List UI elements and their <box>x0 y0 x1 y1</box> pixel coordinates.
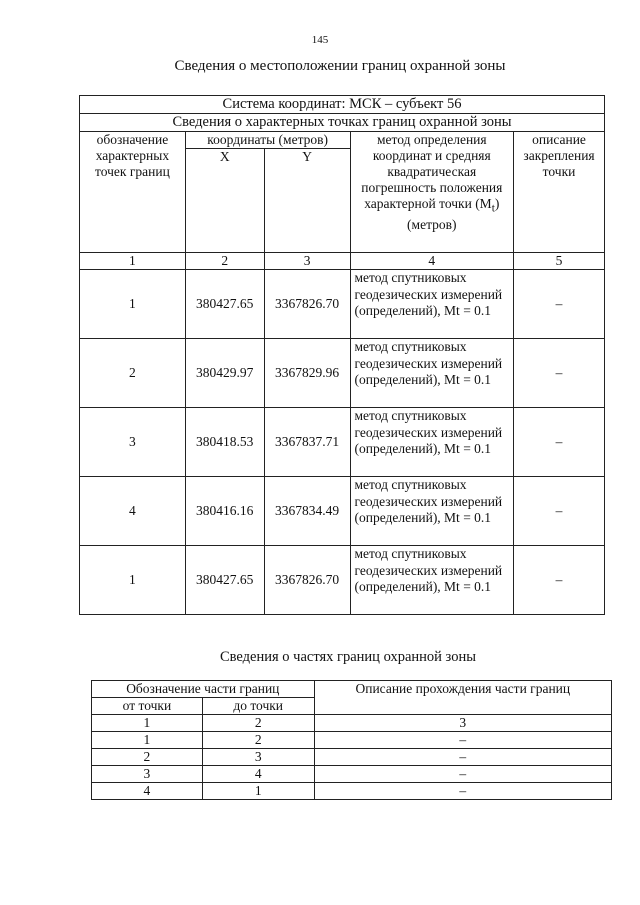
to-point: 2 <box>202 732 314 749</box>
table-row <box>92 732 612 749</box>
table-row <box>80 408 605 477</box>
point-description: – <box>514 408 605 477</box>
col-method-header <box>350 132 514 253</box>
method-header-end: ) (метров) <box>407 196 500 232</box>
coord-x: 380418.53 <box>185 408 264 477</box>
point-description: – <box>514 477 605 546</box>
table-row <box>92 766 612 783</box>
part-desc-header: Описание прохождения части границ <box>314 681 611 715</box>
from-point: 1 <box>92 715 203 732</box>
col-coords-header: координаты (метров) <box>185 132 350 149</box>
table-row <box>92 749 612 766</box>
method: метод спутниковых геодезических измерений (определений), Mt = 0.1 <box>350 546 514 615</box>
col-x-header: X <box>185 149 264 253</box>
coord-y: 3367837.71 <box>264 408 350 477</box>
method: метод спутниковых геодезических измерений (определений), Mt = 0.1 <box>350 270 514 339</box>
point-id: 3 <box>80 408 186 477</box>
point-description: – <box>514 339 605 408</box>
part-description: 3 <box>314 715 611 732</box>
method-header-sub: t <box>491 202 495 215</box>
point-id: 1 <box>80 546 186 615</box>
coord-x: 380427.65 <box>185 546 264 615</box>
from-point: 3 <box>92 766 203 783</box>
table-row <box>92 715 612 732</box>
point-id: 1 <box>80 270 186 339</box>
coord-y: 3367826.70 <box>264 546 350 615</box>
method-header-text: метод определения координат и средняя квадратическая погрешность положения характерной точки (M <box>361 132 503 211</box>
coord-y: 3367826.70 <box>264 270 350 339</box>
point-id: 2 <box>80 339 186 408</box>
boundary-parts-table <box>91 680 612 800</box>
coord-x: 380427.65 <box>185 270 264 339</box>
table-row <box>80 270 605 339</box>
coord-x: 380429.97 <box>185 339 264 408</box>
to-point: 1 <box>202 783 314 800</box>
method: метод спутниковых геодезических измерений (определений), Mt = 0.1 <box>350 339 514 408</box>
section2-title: Сведения о частях границ охранной зоны <box>220 649 476 665</box>
page-number: 145 <box>311 34 329 46</box>
col-y-header: Y <box>264 149 350 253</box>
table-row <box>80 477 605 546</box>
col-desc-header: описание закрепления точки <box>514 132 605 253</box>
from-point: 4 <box>92 783 203 800</box>
col-point-header: обозначение характерных точек границ <box>80 132 186 253</box>
table-row <box>80 339 605 408</box>
point-description: – <box>514 546 605 615</box>
col-number: 1 <box>80 253 186 270</box>
points-section-header: Сведения о характерных точках границ охранной зоны <box>80 114 605 132</box>
document-title: Сведения о местоположении границ охранной зоны <box>174 58 506 74</box>
part-description: – <box>314 749 611 766</box>
to-point: 3 <box>202 749 314 766</box>
point-id: 4 <box>80 477 186 546</box>
part-description: – <box>314 732 611 749</box>
col-number: 2 <box>185 253 264 270</box>
coord-y: 3367829.96 <box>264 339 350 408</box>
col-number: 4 <box>350 253 514 270</box>
table-row <box>80 546 605 615</box>
col-number: 5 <box>514 253 605 270</box>
to-point: 2 <box>202 715 314 732</box>
part-description: – <box>314 783 611 800</box>
part-description: – <box>314 766 611 783</box>
from-point: 2 <box>92 749 203 766</box>
from-point: 1 <box>92 732 203 749</box>
boundary-points-table <box>79 95 605 615</box>
coord-x: 380416.16 <box>185 477 264 546</box>
method: метод спутниковых геодезических измерений (определений), Mt = 0.1 <box>350 408 514 477</box>
coord-system-header: Система координат: МСК – субъект 56 <box>80 96 605 114</box>
table-row <box>92 783 612 800</box>
to-point-header: до точки <box>202 698 314 715</box>
coord-y: 3367834.49 <box>264 477 350 546</box>
point-description: – <box>514 270 605 339</box>
to-point: 4 <box>202 766 314 783</box>
part-header: Обозначение части границ <box>92 681 315 698</box>
from-point-header: от точки <box>92 698 203 715</box>
method: метод спутниковых геодезических измерений (определений), Mt = 0.1 <box>350 477 514 546</box>
col-number: 3 <box>264 253 350 270</box>
